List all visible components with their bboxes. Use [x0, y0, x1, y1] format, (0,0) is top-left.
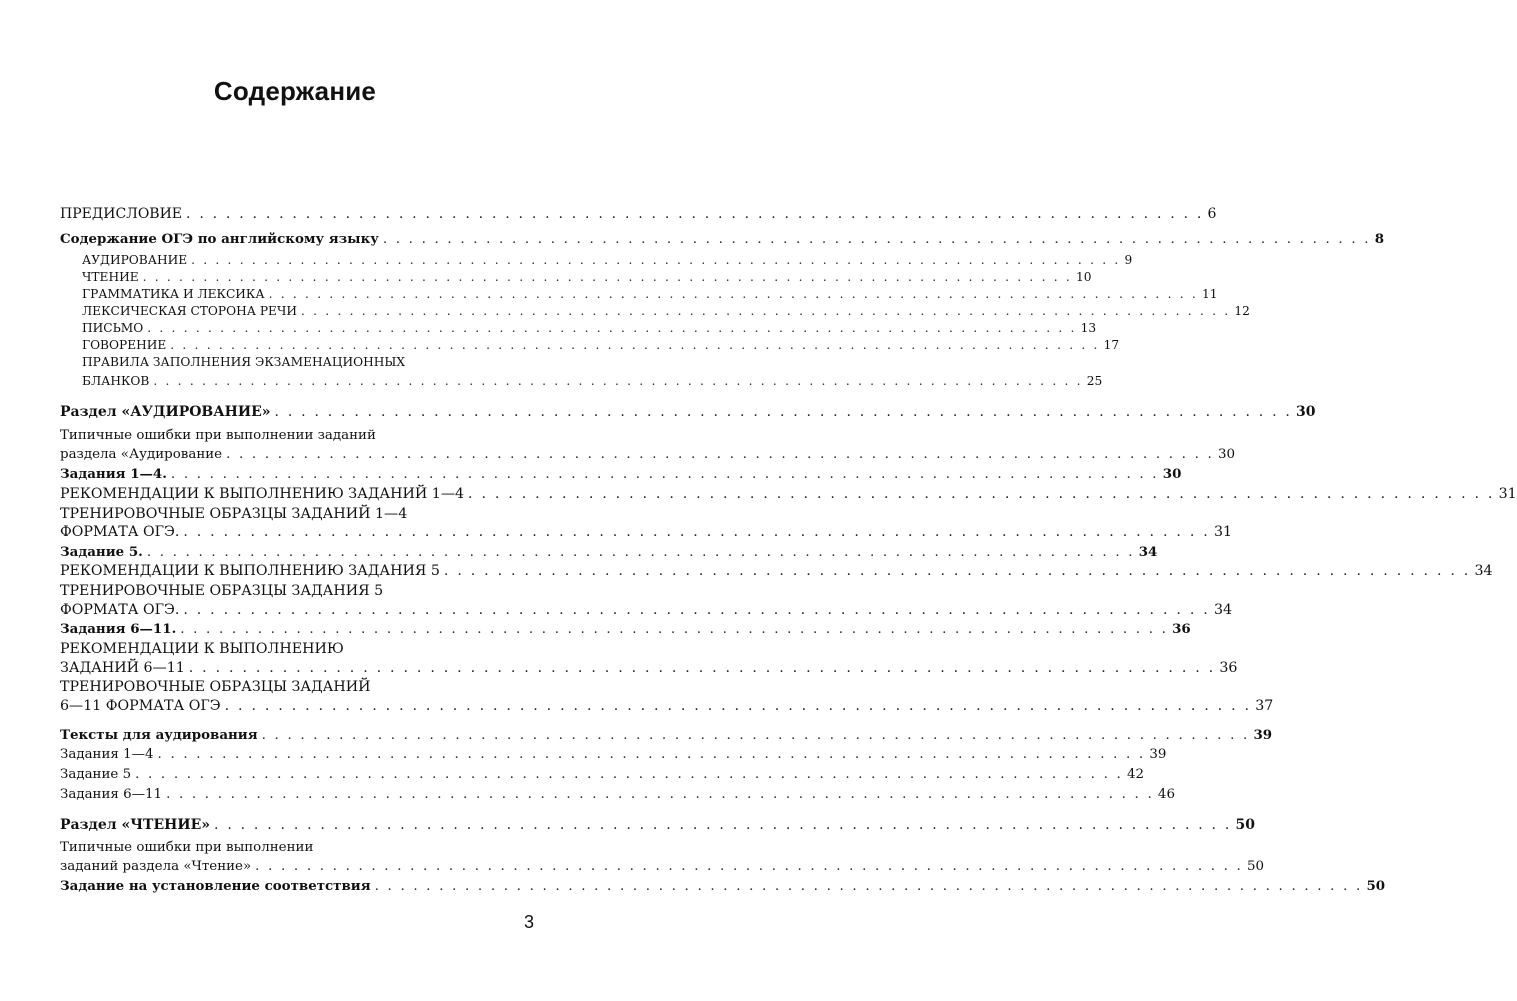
dot-leader: . . . . . . . . . . . . . . . . . . . . . . . . . . . . . . . . . . . . . . . . . . . . . . . . . . . . . . . . . . . . . . . . . . . . . . . . . . . . .	[224, 698, 1252, 714]
toc-entry-page: 34	[1138, 544, 1158, 560]
toc-entry-page: 13	[1080, 321, 1097, 335]
toc-entry-page: 39	[1253, 727, 1273, 743]
toc-entry-page: 30	[1162, 466, 1182, 482]
dot-leader: . . . . . . . . . . . . . . . . . . . . . . . . . . . . . . . . . . . . . . . . . . . . . . . . . . . . . . . . . . . . . . . . . . . . . . . . . . . . .	[142, 270, 1072, 284]
toc-entry[interactable]	[60, 445, 1235, 465]
toc-entry[interactable]	[60, 765, 1145, 785]
dot-leader: . . . . . . . . . . . . . . . . . . . . . . . . . . . . . . . . . . . . . . . . . . . . . . . . . . . . . . . . . . . . . . . . . . . . . . . . . . . . .	[443, 563, 1471, 579]
toc-entry[interactable]	[60, 600, 1233, 620]
dot-leader: . . . . . . . . . . . . . . . . . . . . . . . . . . . . . . . . . . . . . . . . . . . . . . . . . . . . . . . . . . . . . . . . . . . . . . . . . . . . .	[157, 747, 1146, 762]
toc-entry-page: 11	[1201, 287, 1218, 301]
dot-leader: . . . . . . . . . . . . . . . . . . . . . . . . . . . . . . . . . . . . . . . . . . . . . . . . . . . . . . . . . . . . . . . . . . . . . . . . . . . . .	[214, 817, 1232, 833]
toc-entry-title: БЛАНКОВ	[82, 374, 150, 388]
toc-entry[interactable]	[60, 204, 1217, 224]
toc-entry[interactable]	[60, 785, 1175, 805]
toc-entry-page: 37	[1255, 698, 1274, 714]
dot-leader: . . . . . . . . . . . . . . . . . . . . . . . . . . . . . . . . . . . . . . . . . . . . . . . . . . . . . . . . . . . . . . . . . . . . . . . . . . . . .	[261, 728, 1250, 743]
toc-entry[interactable]	[60, 619, 1191, 640]
toc-entry-title: Типичные ошибки при выполнении заданий	[60, 428, 376, 443]
toc-entry-title: ГОВОРЕНИЕ	[82, 338, 167, 352]
toc-entry-page: 17	[1103, 338, 1120, 352]
toc-entry-page: 30	[1296, 404, 1316, 420]
toc-entry-page: 12	[1234, 304, 1250, 318]
toc-entry-title: РЕКОМЕНДАЦИИ К ВЫПОЛНЕНИЮ	[60, 641, 344, 657]
dot-leader: . . . . . . . . . . . . . . . . . . . . . . . . . . . . . . . . . . . . . . . . . . . . . . . . . . . . . . . . . . . . . . . . . . . . . . . . . . . . .	[188, 660, 1216, 676]
toc-entry-page: 9	[1124, 253, 1133, 267]
dot-leader: . . . . . . . . . . . . . . . . . . . . . . . . . . . . . . . . . . . . . . . . . . . . . . . . . . . . . . . . . . . . . . . . . . . . . . . . . . . . .	[146, 545, 1135, 560]
toc-entry[interactable]	[60, 229, 1385, 250]
toc-entry-title: Задания 6—11.	[60, 621, 177, 637]
toc-entry-page: 42	[1126, 767, 1145, 782]
toc-entry-title: ПИСЬМО	[82, 321, 144, 335]
page-number: 3	[523, 912, 534, 932]
dot-leader: . . . . . . . . . . . . . . . . . . . . . . . . . . . . . . . . . . . . . . . . . . . . . . . . . . . . . . . . . . . . . . . . . . . . . . . . . . . . .	[255, 859, 1244, 874]
toc-entry-title: ТРЕНИРОВОЧНЫЕ ОБРАЗЦЫ ЗАДАНИЙ 1—4	[60, 506, 408, 522]
dot-leader: . . . . . . . . . . . . . . . . . . . . . . . . . . . . . . . . . . . . . . . . . . . . . . . . . . . . . . . . . . . . . . . . . . . . . . . . . . . . .	[183, 524, 1210, 540]
toc-entry-title: ЧТЕНИЕ	[82, 270, 139, 284]
toc-section-heading[interactable]	[60, 402, 1316, 422]
toc-entry-title: ФОРМАТА ОГЭ.	[60, 524, 180, 540]
toc-entry-title: раздела «Аудирование	[60, 447, 223, 462]
dot-leader: . . . . . . . . . . . . . . . . . . . . . . . . . . . . . . . . . . . . . . . . . . . . . . . . . . . . . . . . . . . . . . . . . . . . . . . . . . . . .	[191, 253, 1121, 267]
dot-leader: . . . . . . . . . . . . . . . . . . . . . . . . . . . . . . . . . . . . . . . . . . . . . . . . . . . . . . . . . . . . . . . . . . . . . . . . . . . . .	[180, 622, 1169, 637]
toc-entry-title: Раздел «ЧТЕНИЕ»	[60, 817, 211, 833]
toc-entry-title: Задание 5	[60, 767, 132, 782]
toc-entry-page: 10	[1075, 270, 1092, 284]
toc-entry-page: 50	[1366, 878, 1386, 894]
toc-entry-title: ТРЕНИРОВОЧНЫЕ ОБРАЗЦЫ ЗАДАНИЙ	[60, 679, 371, 695]
toc-entry-title: Раздел «АУДИРОВАНИЕ»	[60, 404, 271, 420]
toc-entry-page: 31	[1213, 524, 1233, 540]
toc-entry-page: 30	[1217, 447, 1235, 462]
toc-entry[interactable]	[60, 561, 1493, 581]
dot-leader: . . . . . . . . . . . . . . . . . . . . . . . . . . . . . . . . . . . . . . . . . . . . . . . . . . . . . . . . . . . . . . . . . . . . . . . . . . . . .	[186, 206, 1204, 222]
toc-entry-page: 31	[1498, 486, 1517, 502]
page-title: Содержание	[213, 76, 377, 106]
toc-entry[interactable]	[60, 484, 1517, 504]
toc-entry-title: Типичные ошибки при выполнении	[60, 840, 314, 855]
dot-leader: . . . . . . . . . . . . . . . . . . . . . . . . . . . . . . . . . . . . . . . . . . . . . . . . . . . . . . . . . . . . . . . . . . . . . . . . . . . . .	[153, 374, 1083, 388]
toc-entry[interactable]	[60, 745, 1167, 765]
dot-leader: . . . . . . . . . . . . . . . . . . . . . . . . . . . . . . . . . . . . . . . . . . . . . . . . . . . . . . . . . . . . . . . . . . . . . . . . . . . . .	[147, 321, 1077, 335]
toc-entry-page: 34	[1474, 563, 1493, 579]
toc-entry-title: ЛЕКСИЧЕСКАЯ СТОРОНА РЕЧИ	[82, 304, 297, 318]
toc-entry[interactable]	[60, 658, 1238, 678]
toc-entry-title: АУДИРОВАНИЕ	[82, 253, 188, 267]
dot-leader: . . . . . . . . . . . . . . . . . . . . . . . . . . . . . . . . . . . . . . . . . . . . . . . . . . . . . . . . . . . . . . . . . . . . . . . . . . . . .	[170, 338, 1100, 352]
dot-leader: . . . . . . . . . . . . . . . . . . . . . . . . . . . . . . . . . . . . . . . . . . . . . . . . . . . . . . . . . . . . . . . . . . . . . . . . . . . . .	[166, 787, 1154, 802]
toc-entry[interactable]	[60, 857, 1265, 877]
toc-entry-title: РЕКОМЕНДАЦИИ К ВЫПОЛНЕНИЮ ЗАДАНИЙ 1—4	[60, 486, 465, 502]
dot-leader: . . . . . . . . . . . . . . . . . . . . . . . . . . . . . . . . . . . . . . . . . . . . . . . . . . . . . . . . . . . . . . . . . . . . . . . . . . . . .	[170, 467, 1159, 482]
toc-entry[interactable]	[60, 522, 1233, 542]
toc-entry-page: 50	[1235, 817, 1255, 833]
toc-entry-page: 36	[1172, 621, 1191, 637]
toc-entry-title: ПРЕДИСЛОВИЕ	[60, 206, 183, 222]
toc-entry-title: ФОРМАТА ОГЭ.	[60, 602, 180, 618]
toc-entry-title: ЗАДАНИЙ 6—11	[60, 660, 185, 676]
toc-section-heading[interactable]	[60, 725, 1273, 746]
dot-leader: . . . . . . . . . . . . . . . . . . . . . . . . . . . . . . . . . . . . . . . . . . . . . . . . . . . . . . . . . . . . . . . . . . . . . . . . . . . . .	[135, 767, 1123, 782]
toc-entry[interactable]	[60, 464, 1182, 485]
toc-entry-title: Тексты для аудирования	[60, 727, 258, 743]
toc-entry-page: 46	[1157, 787, 1175, 802]
dot-leader: . . . . . . . . . . . . . . . . . . . . . . . . . . . . . . . . . . . . . . . . . . . . . . . . . . . . . . . . . . . . . . . . . . . . . . . . . . . . .	[468, 486, 1495, 502]
toc-entry-page: 34	[1213, 602, 1233, 618]
toc-entry[interactable]	[60, 542, 1158, 563]
toc-entry-title: ТРЕНИРОВОЧНЫЕ ОБРАЗЦЫ ЗАДАНИЯ 5	[60, 583, 384, 599]
dot-leader: . . . . . . . . . . . . . . . . . . . . . . . . . . . . . . . . . . . . . . . . . . . . . . . . . . . . . . . . . . . . . . . . . . . . . . . . . . . . .	[183, 602, 1210, 618]
toc-entry-title: Задания 1—4	[60, 747, 154, 762]
toc-entry-page: 39	[1149, 747, 1167, 762]
dot-leader: . . . . . . . . . . . . . . . . . . . . . . . . . . . . . . . . . . . . . . . . . . . . . . . . . . . . . . . . . . . . . . . . . . . . . . . . . . . . .	[301, 304, 1231, 318]
toc-entry-page: 36	[1219, 660, 1238, 676]
toc-entry-page: 8	[1374, 231, 1385, 247]
toc-entry-title: Задание 5.	[60, 544, 143, 560]
toc-entry-title: ПРАВИЛА ЗАПОЛНЕНИЯ ЭКЗАМЕНАЦИОННЫХ	[82, 355, 406, 369]
toc-entry[interactable]	[60, 876, 1386, 897]
toc-entry-title: Задания 1—4.	[60, 466, 167, 482]
toc-section-heading[interactable]	[60, 815, 1255, 835]
toc-entry-title: Задания 6—11	[60, 787, 163, 802]
dot-leader: . . . . . . . . . . . . . . . . . . . . . . . . . . . . . . . . . . . . . . . . . . . . . . . . . . . . . . . . . . . . . . . . . . . . . . . . . . . . .	[226, 447, 1214, 462]
dot-leader: . . . . . . . . . . . . . . . . . . . . . . . . . . . . . . . . . . . . . . . . . . . . . . . . . . . . . . . . . . . . . . . . . . . . . . . . . . . . .	[374, 879, 1363, 894]
toc-entry-page: 6	[1207, 206, 1217, 222]
toc-entry-page: 25	[1086, 374, 1103, 388]
toc-entry-title: заданий раздела «Чтение»	[60, 859, 252, 874]
toc-entry-page: 50	[1247, 859, 1265, 874]
toc-entry-title: Содержание ОГЭ по английскому языку	[60, 231, 379, 247]
toc-entry-title: 6—11 ФОРМАТА ОГЭ	[60, 698, 221, 714]
dot-leader: . . . . . . . . . . . . . . . . . . . . . . . . . . . . . . . . . . . . . . . . . . . . . . . . . . . . . . . . . . . . . . . . . . . . . . . . . . . . .	[274, 404, 1293, 420]
dot-leader: . . . . . . . . . . . . . . . . . . . . . . . . . . . . . . . . . . . . . . . . . . . . . . . . . . . . . . . . . . . . . . . . . . . . . . . . . . . . .	[382, 232, 1371, 247]
toc-entry[interactable]	[60, 696, 1274, 716]
toc-entry-title: РЕКОМЕНДАЦИИ К ВЫПОЛНЕНИЮ ЗАДАНИЯ 5	[60, 563, 440, 579]
dot-leader: . . . . . . . . . . . . . . . . . . . . . . . . . . . . . . . . . . . . . . . . . . . . . . . . . . . . . . . . . . . . . . . . . . . . . . . . . . . . .	[268, 287, 1198, 301]
toc-entry-title: Задание на установление соответствия	[60, 878, 371, 894]
toc-entry[interactable]	[82, 371, 1103, 391]
toc-entry-title: ГРАММАТИКА И ЛЕКСИКА	[82, 287, 265, 301]
